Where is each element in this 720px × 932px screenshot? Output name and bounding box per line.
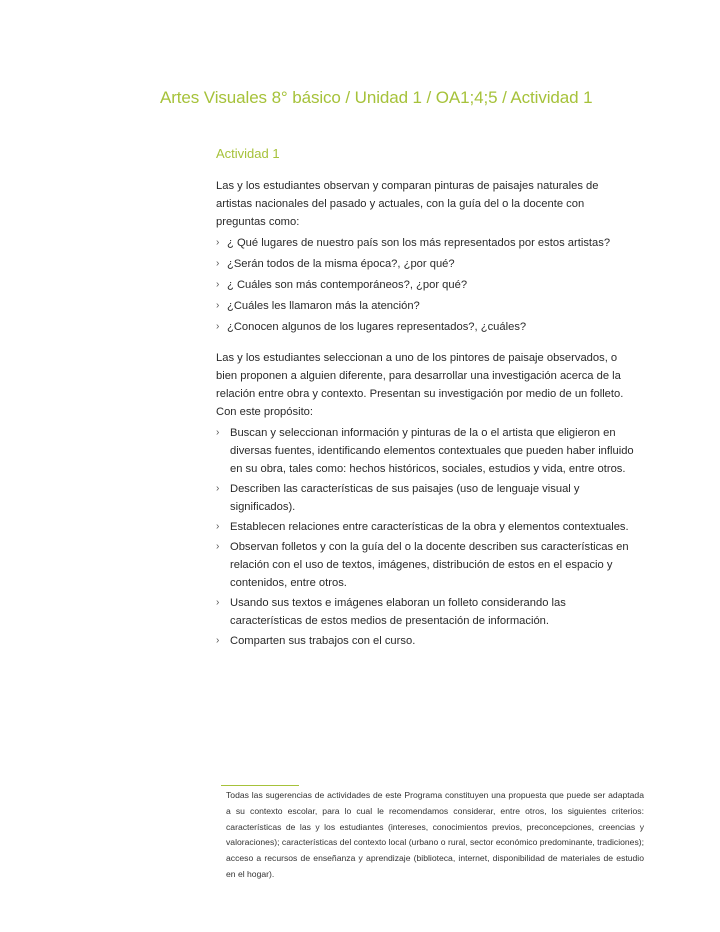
step-item <box>216 518 636 536</box>
step-item <box>216 424 636 478</box>
chevron-right-icon: › <box>216 300 220 311</box>
question-text: ¿Conocen algunos de los lugares representados?, ¿cuáles? <box>227 321 527 333</box>
activity-paragraph-2: Las y los estudiantes seleccionan a uno de los pintores de paisaje observados, o bien proponen a alguien diferente, para desarrollar una investigación acerca de la relación entre obra y contexto. Presentan su investigación por medio de un folleto. Con este propósito: <box>216 352 624 418</box>
footnote-divider <box>221 785 299 786</box>
step-item <box>216 480 636 516</box>
chevron-right-icon: › <box>216 279 220 290</box>
question-text: ¿ Qué lugares de nuestro país son los más representados por estos artistas? <box>227 237 611 249</box>
page-title: Artes Visuales 8° básico / Unidad 1 / OA1;4;5 / Actividad 1 <box>160 88 593 107</box>
step-text: Establecen relaciones entre características de la obra y elementos contextuales. <box>230 521 629 533</box>
chevron-right-icon: › <box>216 597 220 608</box>
activity-content <box>216 144 636 652</box>
question-text: ¿Cuáles les llamaron más la atención? <box>227 300 420 312</box>
chevron-right-icon: › <box>216 321 220 332</box>
activity-intro: Las y los estudiantes observan y comparan pinturas de paisajes naturales de artistas nacionales del pasado y actuales, con la guía del o la docente con preguntas como: <box>216 180 599 228</box>
step-item <box>216 632 636 650</box>
step-item <box>216 594 636 630</box>
chevron-right-icon: › <box>216 521 220 532</box>
question-item <box>216 297 636 315</box>
step-text: Usando sus textos e imágenes elaboran un folleto considerando las características de estos medios de presentación de información. <box>230 597 566 627</box>
question-list <box>216 234 636 336</box>
question-item <box>216 255 636 273</box>
step-list <box>216 424 636 650</box>
step-text: Comparten sus trabajos con el curso. <box>230 635 416 647</box>
question-item <box>216 318 636 336</box>
question-item <box>216 276 636 294</box>
step-item <box>216 538 636 592</box>
chevron-right-icon: › <box>216 258 220 269</box>
question-text: ¿ Cuáles son más contemporáneos?, ¿por qué? <box>227 279 468 291</box>
question-item <box>216 234 636 252</box>
footnote: Todas las sugerencias de actividades de este Programa constituyen una propuesta que puede ser adaptada a su contexto escolar, para lo cual le recomendamos considerar, entre otros, los siguientes criterios: características de las y los estudiantes (intereses, conocimientos previos, preconcepciones, creencias y valoraciones); características del contexto local (urbano o rural, sector económico predominante, tradiciones); acceso a recursos de enseñanza y aprendizaje (biblioteca, internet, disponibilidad de materiales de estudio en el hogar). <box>226 790 644 879</box>
chevron-right-icon: › <box>216 237 220 248</box>
step-text: Observan folletos y con la guía del o la docente describen sus características en relación con el uso de textos, imágenes, distribución de estos en el espacio y contenidos, entre otros. <box>230 541 629 589</box>
chevron-right-icon: › <box>216 635 220 646</box>
chevron-right-icon: › <box>216 427 220 438</box>
question-text: ¿Serán todos de la misma época?, ¿por qué? <box>227 258 455 270</box>
step-text: Buscan y seleccionan información y pinturas de la o el artista que eligieron en diversas fuentes, identificando elementos contextuales que pueden haber influido en su obra, tales como: hechos históricos, sociales, estudios y vida, entre otros. <box>230 427 634 475</box>
chevron-right-icon: › <box>216 541 220 552</box>
chevron-right-icon: › <box>216 483 220 494</box>
activity-title: Actividad 1 <box>216 146 280 161</box>
step-text: Describen las características de sus paisajes (uso de lenguaje visual y significados). <box>230 483 580 513</box>
